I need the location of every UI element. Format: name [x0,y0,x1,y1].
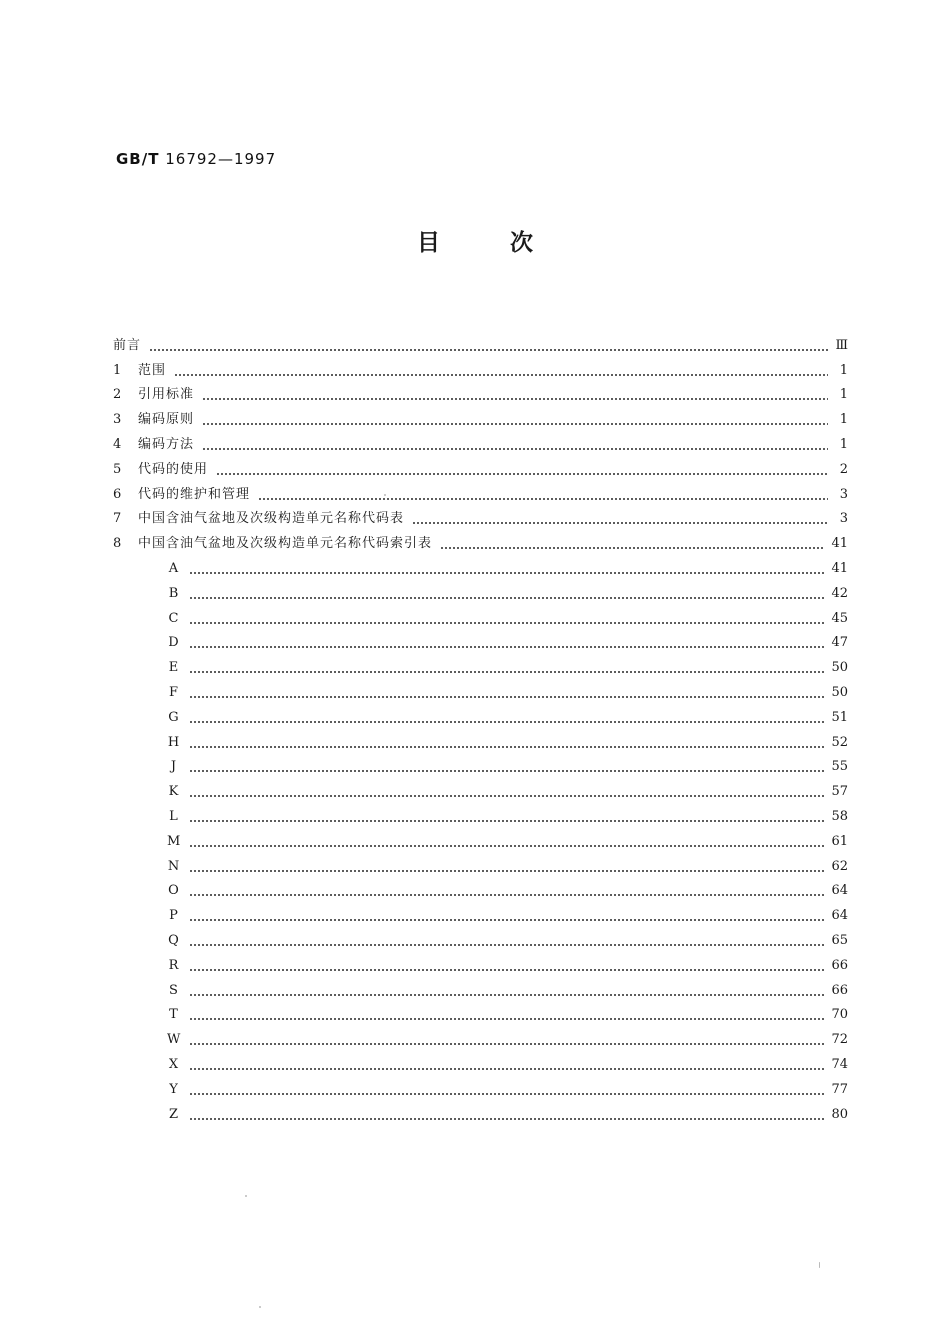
toc-label: A [168,560,180,576]
toc-label: E [168,660,180,676]
toc-row[interactable] [113,877,848,902]
toc-leader-dots [189,1093,825,1095]
toc-page-number: 47 [831,635,848,651]
toc-row[interactable] [113,951,848,976]
toc-number: 3 [113,412,122,428]
toc-page-number: 62 [831,858,848,874]
toc-label: H [167,734,181,750]
toc-label: Q [168,932,180,948]
toc-page-number: 41 [831,560,848,576]
toc-row[interactable] [113,430,848,455]
toc-row[interactable] [113,455,848,480]
toc-leader-dots [189,746,825,748]
toc-row[interactable] [113,827,848,852]
toc-label: 中国含油气盆地及次级构造单元名称代码表 [138,511,405,527]
toc-number: 6 [113,486,122,502]
toc-page-number: 64 [831,908,848,924]
toc-label: F [168,684,180,700]
toc-leader-dots [412,522,828,524]
toc-row[interactable] [113,678,848,703]
toc-label: X [168,1056,180,1072]
standard-code [116,150,276,168]
toc-page-number: 50 [831,684,848,700]
toc-label: 引用标准 [138,387,195,403]
toc-leader-dots [258,498,828,500]
toc-page-number: 42 [831,585,848,601]
toc-leader-dots [216,473,828,475]
toc-number: 8 [113,536,122,552]
toc-page-number: 80 [831,1106,848,1122]
toc-label: O [168,883,180,899]
scan-speck [819,1262,820,1268]
toc-page-number: 50 [831,660,848,676]
toc-page-number: 1 [839,362,848,378]
toc-label: W [167,1032,182,1048]
toc-page-number: 74 [831,1056,848,1072]
toc-row[interactable] [113,1100,848,1125]
title-char-2: 次 [510,230,533,256]
toc-row[interactable] [113,653,848,678]
toc-label: J [170,759,178,775]
toc-leader-dots [189,770,825,772]
toc-row[interactable] [113,777,848,802]
toc-page-number: 57 [831,784,848,800]
toc-page-number: 70 [831,1007,848,1023]
toc-leader-dots [189,1043,825,1045]
toc-row[interactable] [113,802,848,827]
toc-page-number: 41 [831,536,848,552]
toc-leader-dots [189,696,825,698]
toc-leader-dots [189,845,825,847]
title-char-1: 目 [417,230,440,256]
toc-row[interactable] [113,901,848,926]
toc-row[interactable] [113,976,848,1001]
toc-leader-dots [189,894,825,896]
scan-speck [259,1306,261,1308]
toc-label: 范围 [138,362,167,378]
toc-page-number: 1 [839,436,848,452]
toc-page-number: Ⅲ [835,337,848,353]
toc-label: 前言 [113,337,142,353]
toc-label: Y [169,1081,179,1097]
toc-leader-dots [174,374,828,376]
standard-prefix: GB/T [116,150,160,168]
toc-leader-dots [202,448,828,450]
toc-row[interactable] [113,579,848,604]
toc-label: D [168,635,180,651]
toc-label: N [167,858,181,874]
toc-page-number: 55 [831,759,848,775]
toc-page-number: 1 [839,387,848,403]
toc-leader-dots [189,1018,825,1020]
toc-label: S [169,982,179,998]
toc-row[interactable] [113,629,848,654]
toc-page-number: 64 [831,883,848,899]
toc-label: G [168,709,180,725]
toc-label: 代码的使用 [138,461,209,477]
toc-number: 2 [113,387,122,403]
toc-row[interactable] [113,381,848,406]
toc-page-number: 51 [831,709,848,725]
toc-row[interactable] [113,1050,848,1075]
toc-row[interactable] [113,728,848,753]
toc-row[interactable] [113,356,848,381]
scan-speck [245,1195,247,1197]
toc-label: R [168,957,180,973]
toc-leader-dots [189,622,825,624]
toc-page-number: 58 [831,808,848,824]
toc-page-number: 65 [831,932,848,948]
toc-row[interactable] [113,1001,848,1026]
scan-speck [384,494,386,496]
toc-page-number: 3 [839,511,848,527]
toc-label: 编码原则 [138,412,195,428]
toc-number: 7 [113,511,122,527]
toc-label: T [169,1007,179,1023]
toc-label: Z [168,1106,180,1122]
toc-row[interactable] [113,1025,848,1050]
toc-label: C [168,610,180,626]
toc-leader-dots [189,1118,825,1120]
table-of-contents [113,331,848,1125]
toc-leader-dots [189,870,825,872]
toc-label: M [167,833,182,849]
toc-label: 编码方法 [138,436,195,452]
toc-leader-dots [189,646,825,648]
toc-leader-dots [189,994,825,996]
toc-label: 中国含油气盆地及次级构造单元名称代码索引表 [138,536,433,552]
toc-number: 4 [113,436,122,452]
toc-leader-dots [189,721,825,723]
toc-row[interactable] [113,926,848,951]
toc-row[interactable] [113,405,848,430]
toc-leader-dots [189,795,825,797]
toc-row[interactable] [113,852,848,877]
toc-leader-dots [149,349,828,351]
toc-page-number: 2 [839,461,848,477]
toc-leader-dots [189,969,825,971]
toc-leader-dots [189,944,825,946]
toc-page-number: 3 [839,486,848,502]
toc-row[interactable] [113,753,848,778]
toc-leader-dots [202,398,828,400]
toc-leader-dots [189,919,825,921]
toc-page-number: 45 [831,610,848,626]
toc-leader-dots [189,820,825,822]
standard-number: 16792—1997 [165,150,277,168]
toc-label: P [169,908,179,924]
toc-page-number: 66 [831,982,848,998]
toc-leader-dots [189,671,825,673]
toc-leader-dots [189,597,825,599]
toc-row[interactable] [113,529,848,554]
toc-row[interactable] [113,604,848,629]
toc-label: B [168,585,180,601]
toc-row[interactable] [113,1075,848,1100]
toc-number: 1 [113,362,122,378]
toc-label: K [168,784,180,800]
toc-row[interactable] [113,505,848,530]
toc-number: 5 [113,461,122,477]
toc-leader-dots [189,1068,825,1070]
toc-row[interactable] [113,331,848,356]
page-title [0,224,950,257]
toc-page-number: 77 [831,1081,848,1097]
toc-page-number: 61 [831,833,848,849]
toc-page-number: 52 [831,734,848,750]
toc-label: 代码的维护和管理 [138,486,251,502]
toc-page-number: 72 [831,1032,848,1048]
toc-page-number: 1 [839,412,848,428]
toc-leader-dots [440,547,825,549]
toc-row[interactable] [113,703,848,728]
toc-leader-dots [202,423,828,425]
toc-label: L [169,808,179,824]
toc-row[interactable] [113,480,848,505]
toc-row[interactable] [113,554,848,579]
toc-page-number: 66 [831,957,848,973]
toc-leader-dots [189,572,825,574]
